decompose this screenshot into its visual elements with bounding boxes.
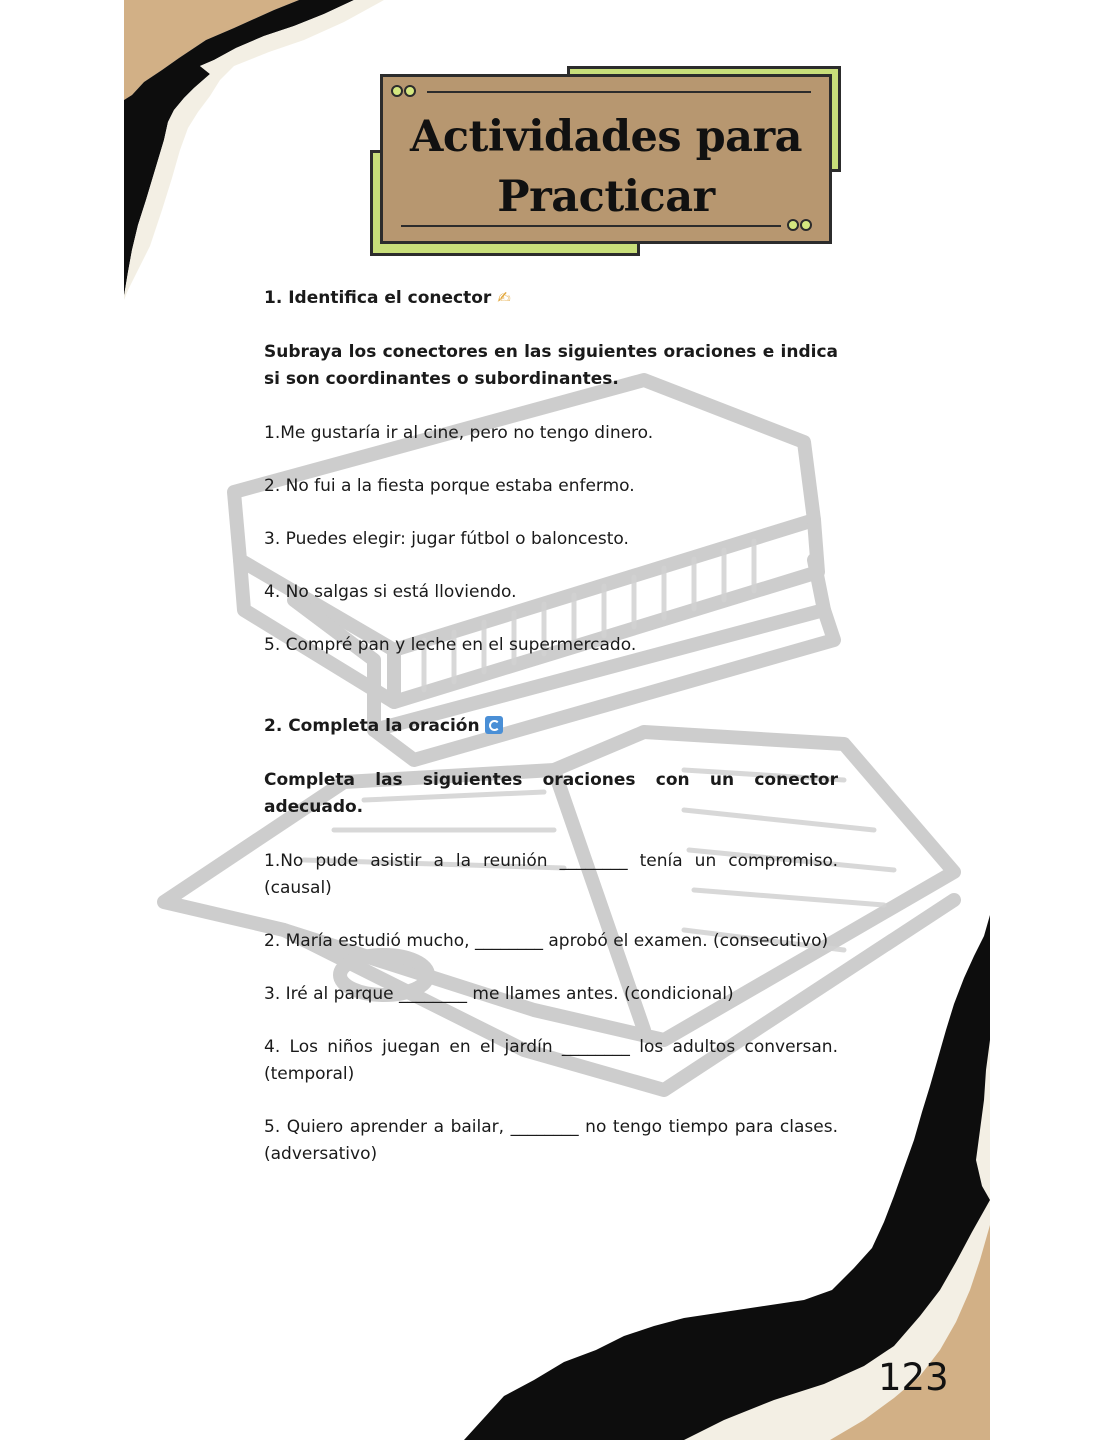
section2-instructions: Completa las siguientes oraciones con un conector adecuado. bbox=[264, 770, 838, 817]
section1-item: 1.Me gustaría ir al cine, pero no tengo dinero. bbox=[264, 423, 654, 443]
section1-instructions: Subraya los conectores en las siguientes oraciones e indica si son coordinantes o subordinantes. bbox=[264, 342, 838, 389]
page-title-line1: Actividades para bbox=[409, 112, 803, 162]
section2-heading: 2. Completa la oración bbox=[264, 713, 838, 740]
page bbox=[124, 0, 990, 1440]
section2-item: 1.No pude asistir a la reunión ________ tenía un compromiso. (causal) bbox=[264, 851, 838, 898]
dots-decoration-top bbox=[391, 85, 416, 97]
writing-hand-icon: ✍ bbox=[497, 288, 511, 307]
title-rule-top bbox=[427, 91, 811, 93]
section1-item: 4. No salgas si está lloviendo. bbox=[264, 582, 517, 602]
section2-item: 2. María estudió mucho, ________ aprobó el examen. (consecutivo) bbox=[264, 931, 829, 951]
refresh-icon bbox=[485, 716, 503, 734]
section1-item: 3. Puedes elegir: jugar fútbol o baloncesto. bbox=[264, 529, 629, 549]
section2-item: 4. Los niños juegan en el jardín ________ los adultos conversan. (temporal) bbox=[264, 1037, 838, 1084]
activities-content bbox=[264, 284, 838, 1168]
title-rule-bottom bbox=[401, 225, 781, 227]
page-title bbox=[383, 107, 829, 227]
section2-item: 5. Quiero aprender a bailar, ________ no tengo tiempo para clases. (adversativo) bbox=[264, 1117, 838, 1164]
section1-heading: 1. Identifica el conector ✍ bbox=[264, 284, 838, 312]
page-title-line2: Practicar bbox=[497, 172, 715, 222]
section2-item: 3. Iré al parque ________ me llames antes. (condicional) bbox=[264, 984, 734, 1004]
page-number: 123 bbox=[878, 1356, 949, 1399]
title-card bbox=[368, 64, 840, 254]
section1-item: 5. Compré pan y leche en el supermercado. bbox=[264, 635, 637, 655]
section1-item: 2. No fui a la fiesta porque estaba enfermo. bbox=[264, 476, 635, 496]
title-panel bbox=[380, 74, 832, 244]
dots-decoration-bottom bbox=[787, 219, 812, 231]
